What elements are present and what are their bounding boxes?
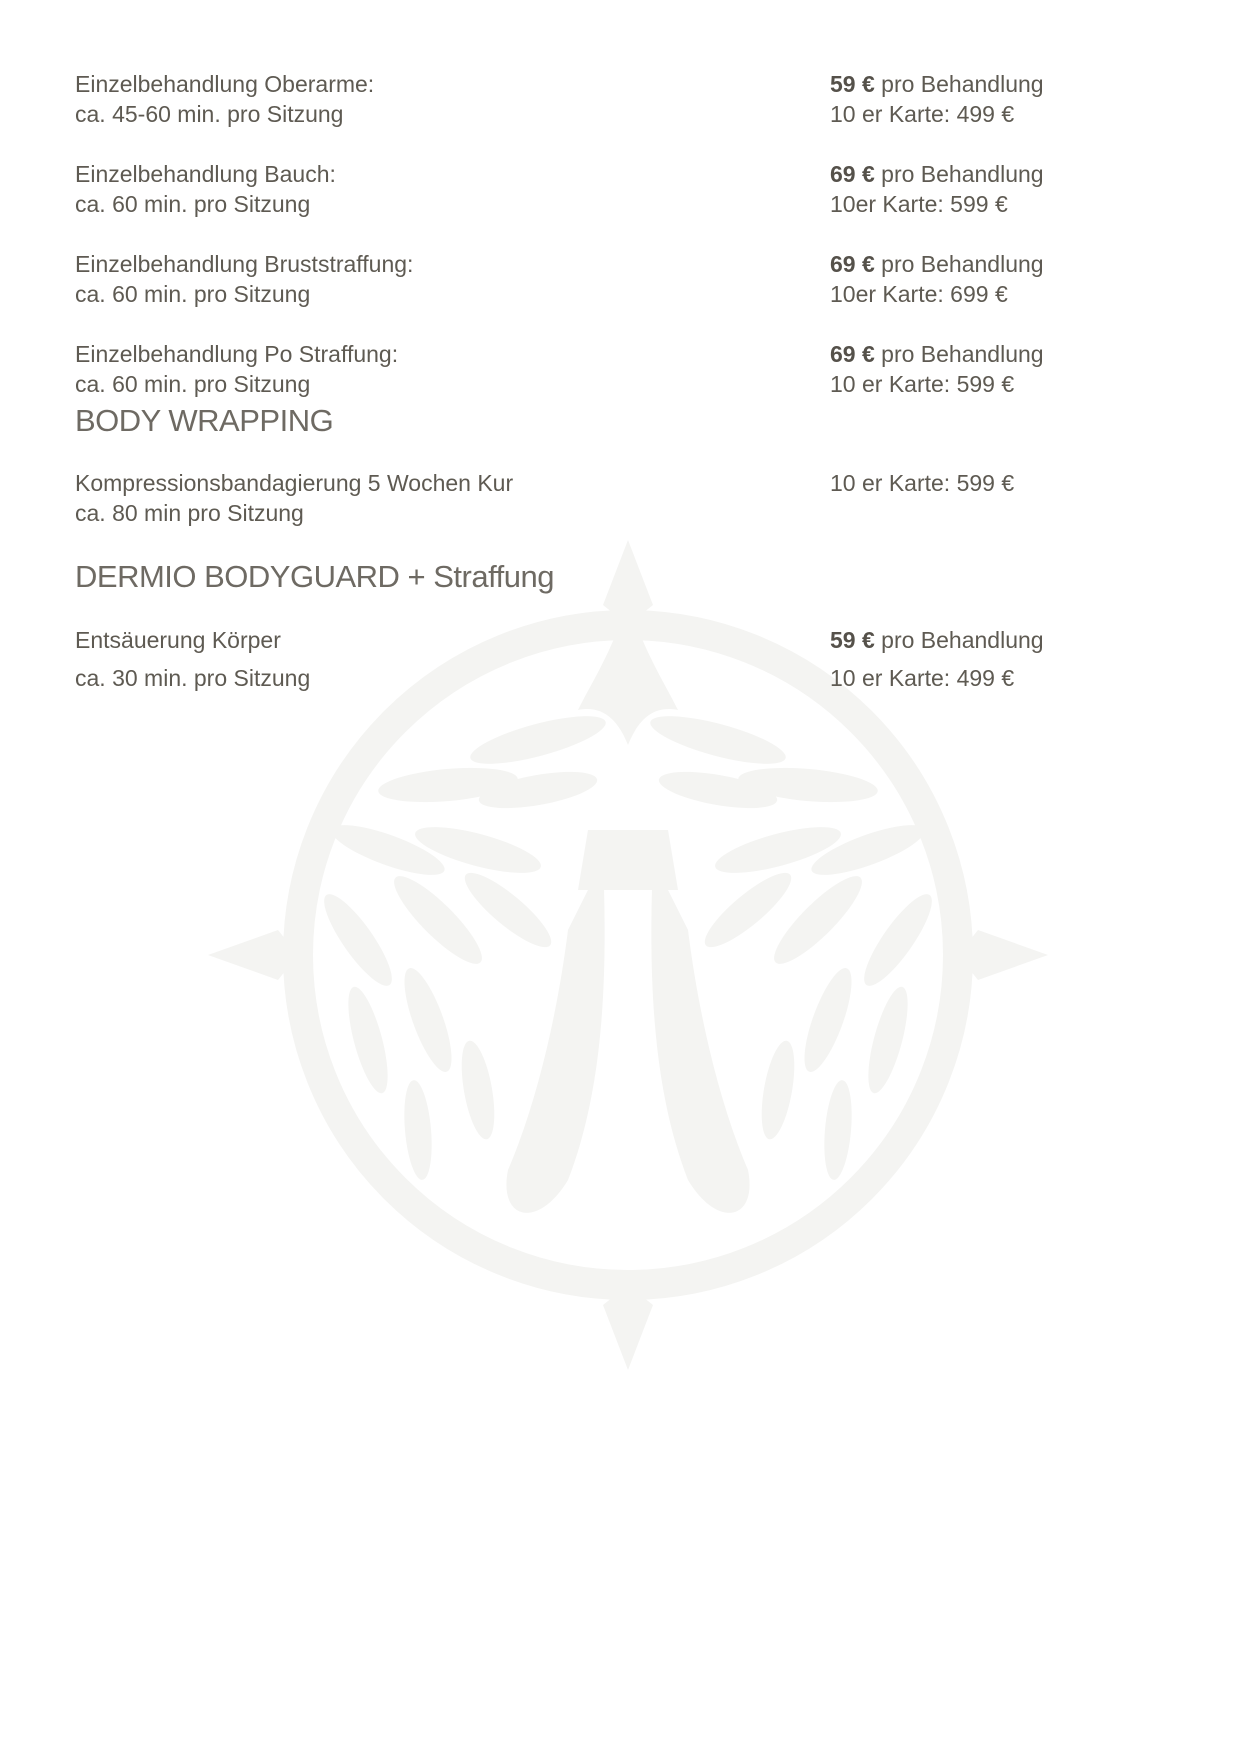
treatment-entry xyxy=(75,468,1165,528)
treatment-entry xyxy=(75,625,1165,693)
treatment-duration: ca. 45-60 min. pro Sitzung xyxy=(75,101,344,127)
treatment-price xyxy=(830,249,1044,279)
price-unit: pro Behandlung xyxy=(874,161,1044,187)
treatment-title: Einzelbehandlung Bruststraffung: xyxy=(75,251,414,277)
treatment-price xyxy=(830,159,1044,189)
section-title-body-wrapping: BODY WRAPPING xyxy=(75,403,334,438)
price-amount: 59 € xyxy=(830,627,875,653)
price-amount: 59 € xyxy=(830,71,875,97)
treatment-entry xyxy=(75,159,1165,219)
card-price: 10er Karte: 699 € xyxy=(830,281,1008,307)
treatment-price xyxy=(830,69,1044,99)
card-price: 10 er Karte: 599 € xyxy=(830,371,1015,397)
treatment-title: Kompressionsbandagierung 5 Wochen Kur xyxy=(75,470,514,496)
price-amount: 69 € xyxy=(830,161,875,187)
treatment-duration: ca. 60 min. pro Sitzung xyxy=(75,191,311,217)
treatment-duration: ca. 30 min. pro Sitzung xyxy=(75,665,311,691)
card-price: 10er Karte: 599 € xyxy=(830,191,1008,217)
treatment-title: Einzelbehandlung Po Straffung: xyxy=(75,341,399,367)
treatment-title: Einzelbehandlung Oberarme: xyxy=(75,71,375,97)
price-amount: 69 € xyxy=(830,341,875,367)
price-unit: pro Behandlung xyxy=(874,627,1044,653)
treatment-price xyxy=(830,339,1044,369)
treatment-duration: ca. 80 min pro Sitzung xyxy=(75,500,304,526)
card-price: 10 er Karte: 599 € xyxy=(830,470,1015,496)
treatment-entry xyxy=(75,339,1165,399)
treatment-title: Einzelbehandlung Bauch: xyxy=(75,161,336,187)
treatment-entry xyxy=(75,69,1165,129)
price-unit: pro Behandlung xyxy=(874,251,1044,277)
price-amount: 69 € xyxy=(830,251,875,277)
card-price: 10 er Karte: 499 € xyxy=(830,101,1015,127)
treatment-entry xyxy=(75,249,1165,309)
treatment-duration: ca. 60 min. pro Sitzung xyxy=(75,281,311,307)
treatment-price xyxy=(830,625,1044,655)
price-unit: pro Behandlung xyxy=(874,341,1044,367)
price-unit: pro Behandlung xyxy=(874,71,1044,97)
section-title-dermio-bodyguard: DERMIO BODYGUARD + Straffung xyxy=(75,559,554,594)
treatment-duration: ca. 60 min. pro Sitzung xyxy=(75,371,311,397)
treatment-title: Entsäuerung Körper xyxy=(75,627,281,653)
card-price: 10 er Karte: 499 € xyxy=(830,665,1015,691)
